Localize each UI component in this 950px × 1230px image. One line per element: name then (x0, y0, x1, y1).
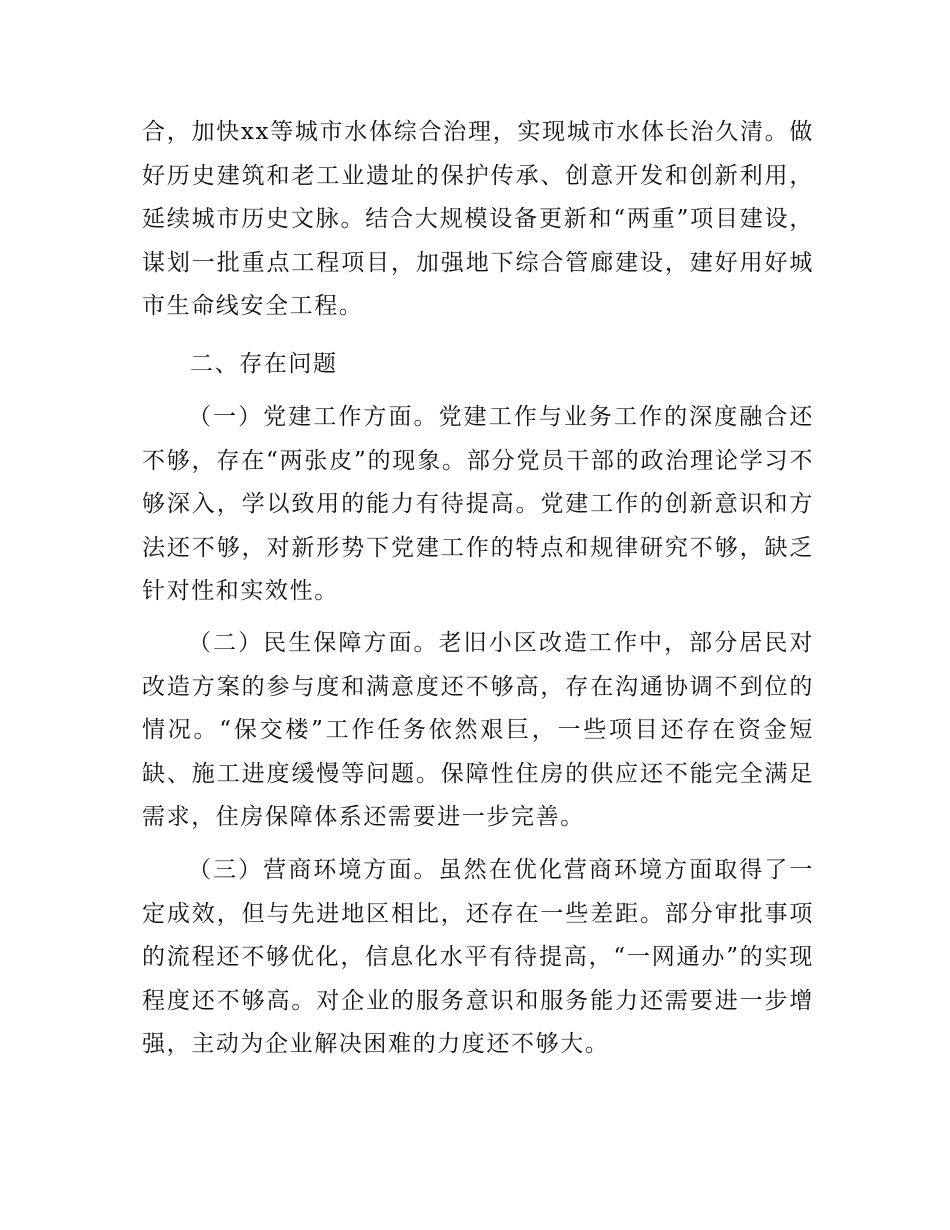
paragraph-business-environment: （三）营商环境方面。虽然在优化营商环境方面取得了一定成效，但与先进地区相比，还存在一些差距。部分审批事项的流程还不够优化，信息化水平有待提高，“一网通办”的实现程度还不够高。对企业的服务意识和服务能力还需要进一步增强，主动为企业解决困难的力度还不够大。 (142, 857, 814, 1057)
paragraph-livelihood: （二）民生保障方面。老旧小区改造工作中，部分居民对改造方案的参与度和满意度还不够高，存在沟通协调不到位的情况。“保交楼”工作任务依然艰巨，一些项目还存在资金短缺、施工进度缓慢等问题。保障性住房的供应还不能完全满足需求，住房保障体系还需要进一步完善。 (142, 630, 814, 830)
section-heading: 二、存在问题 (190, 351, 338, 377)
paragraph-party-building: （一）党建工作方面。党建工作与业务工作的深度融合还不够，存在“两张皮”的现象。部分党员干部的政治理论学习不够深入，学以致用的能力有待提高。党建工作的创新意识和方法还不够，对新形势下党建工作的特点和规律研究不够，缺乏针对性和实效性。 (142, 404, 814, 604)
intro-paragraph: 合，加快xx等城市水体综合治理，实现城市水体长治久清。做好历史建筑和老工业遗址的保护传承、创意开发和创新利用，延续城市历史文脉。结合大规模设备更新和“两重”项目建设，谋划一批重点工程项目，加强地下综合管廊建设，建好用好城市生命线安全工程。 (142, 119, 814, 319)
